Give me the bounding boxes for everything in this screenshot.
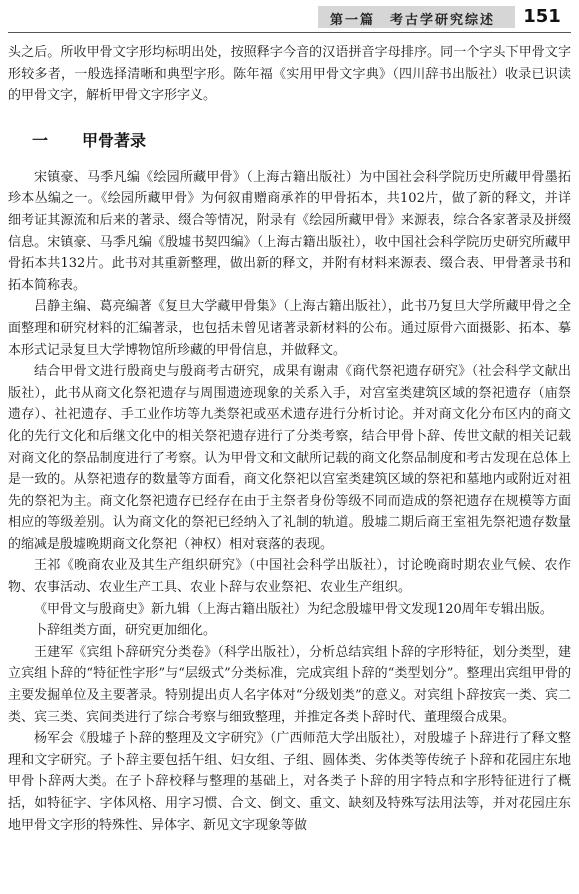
paragraph: 王祁《晚商农业及其生产组织研究》（中国社会科学出版社），讨论晚商时期农业气候、农作物、农事活动、农业生产工具、农业卜辞与农业祭祀、农业生产组织。: [8, 558, 571, 596]
paragraph: 杨军会《殷墟子卜辞的整理及文字研究》（广西师范大学出版社），对殷墟子卜辞进行了释文整理和文字研究。子卜辞主要包括午组、妇女组、子组、圆体类、劣体类等传统子卜辞和花园庄东地甲骨卜辞两大类。在子卜辞校释与整理的基础上，对各类子卜辞的用字特点和字形特征进行了概括，如特征字、字体风格、用字习惯、合文、倒文、重文、缺刻及特殊写法用法等，并对花园庄东地甲骨文字形的特殊性、异体字、新见文字现象等做: [8, 731, 571, 833]
header-rule: [8, 32, 571, 33]
paragraph: 结合甲骨文进行殷商史与殷商考古研究，成果有谢肃《商代祭祀遗存研究》（社会科学文献出版社），此书从商文化祭祀遗存与周围遗迹现象的关系入手，对宫室类建筑区域的祭祀遗存（庙祭遗存）、社祀遗存、手工业作坊等九类祭祀或巫术遗存进行分析讨论。并对商文化分布区内的商文化的先行文化和后继文化中的相关祭祀遗存进行了分类考察，结合甲骨卜辞、传世文献的相关记载对商文化的祭品制度进行了考察。认为甲骨文和文献所记载的商文化祭品制度和考古发现在总体上是一致的。从祭祀遗存的数量等方面看，商文化祭祀以宫室类建筑区域的祭祀和墓地内或附近对祖先的祭祀为主。商文化祭祀遗存已经存在由于主祭者身份等级不同而造成的祭祀遗存在规模等方面相应的等级差别。认为商文化的祭祀已经纳入了礼制的轨道。殷墟二期后商王室祖先祭祀遗存数量的缩减是殷墟晚期商文化祭祀（神权）相对衰落的表现。: [8, 364, 571, 552]
paragraph: 王建军《宾组卜辞研究分类卷》（科学出版社），分析总结宾组卜辞的字形特征，划分类型，建立宾组卜辞的“特征性字形”与“层级式”分类标准，完成宾组卜辞的“类型划分”。整理出宾组甲骨的主要发掘单位及主要著录。特别提出贞人名字体对“分级划类”的意义。对宾组卜辞按宾一类、宾二类、宾三类、宾间类进行了综合考察与细致整理，并推定各类卜辞时代、董理缀合成果。: [8, 644, 571, 725]
running-title: 第一篇 考古学研究综述: [330, 13, 496, 28]
running-header: [0, 0, 579, 34]
paragraph: 宋镇豪、马季凡编《绘园所藏甲骨》（上海古籍出版社）为中国社会科学院历史所藏甲骨墨拓珍本丛编之一。《绘园所藏甲骨》为何叙甫赠商承祚的甲骨拓本，共102片，做了新的释文，并详细考证其源流和后来的著录、缀合等情况，附录有《绘园所藏甲骨》来源表，综合各家著录及拼缀信息。宋镇豪、马季凡编《殷墟书契四编》（上海古籍出版社），收中国社会科学院历史研究所藏甲骨拓本共132片。此书对其重新整理，做出新的释文，并附有材料来源表、缀合表、甲骨著录书和拓本简称表。: [8, 169, 571, 293]
section-title: 甲骨著录: [82, 130, 147, 150]
paragraph: 卜辞组类方面，研究更加细化。: [34, 623, 217, 639]
intro-paragraph: 头之后。所收甲骨文字形均标明出处，按照释字今音的汉语拼音字母排序。同一个字头下甲骨文字形较多者，一般选择清晰和典型字形。陈年福《实用甲骨文字典》（四川辞书出版社）收录已识读的甲骨文字，解析甲骨文字形字义。: [8, 45, 571, 104]
section-number: 一: [32, 130, 49, 150]
paragraph: 吕静主编、葛亮编著《复旦大学藏甲骨集》（上海古籍出版社），此书乃复旦大学所藏甲骨之全面整理和研究材料的汇编著录，也包括未曾见诸著录新材料的公布。通过原骨六面摄影、拓本、摹本形式记录复旦大学博物馆所珍藏的甲骨信息，并做释文。: [8, 299, 571, 358]
page-body: [8, 42, 571, 836]
paragraph: 《甲骨文与殷商史》新九辑（上海古籍出版社）为纪念殷墟甲骨文发现120周年专辑出版。: [34, 601, 553, 617]
section-heading: [8, 127, 571, 155]
page-number: 151: [523, 6, 561, 27]
